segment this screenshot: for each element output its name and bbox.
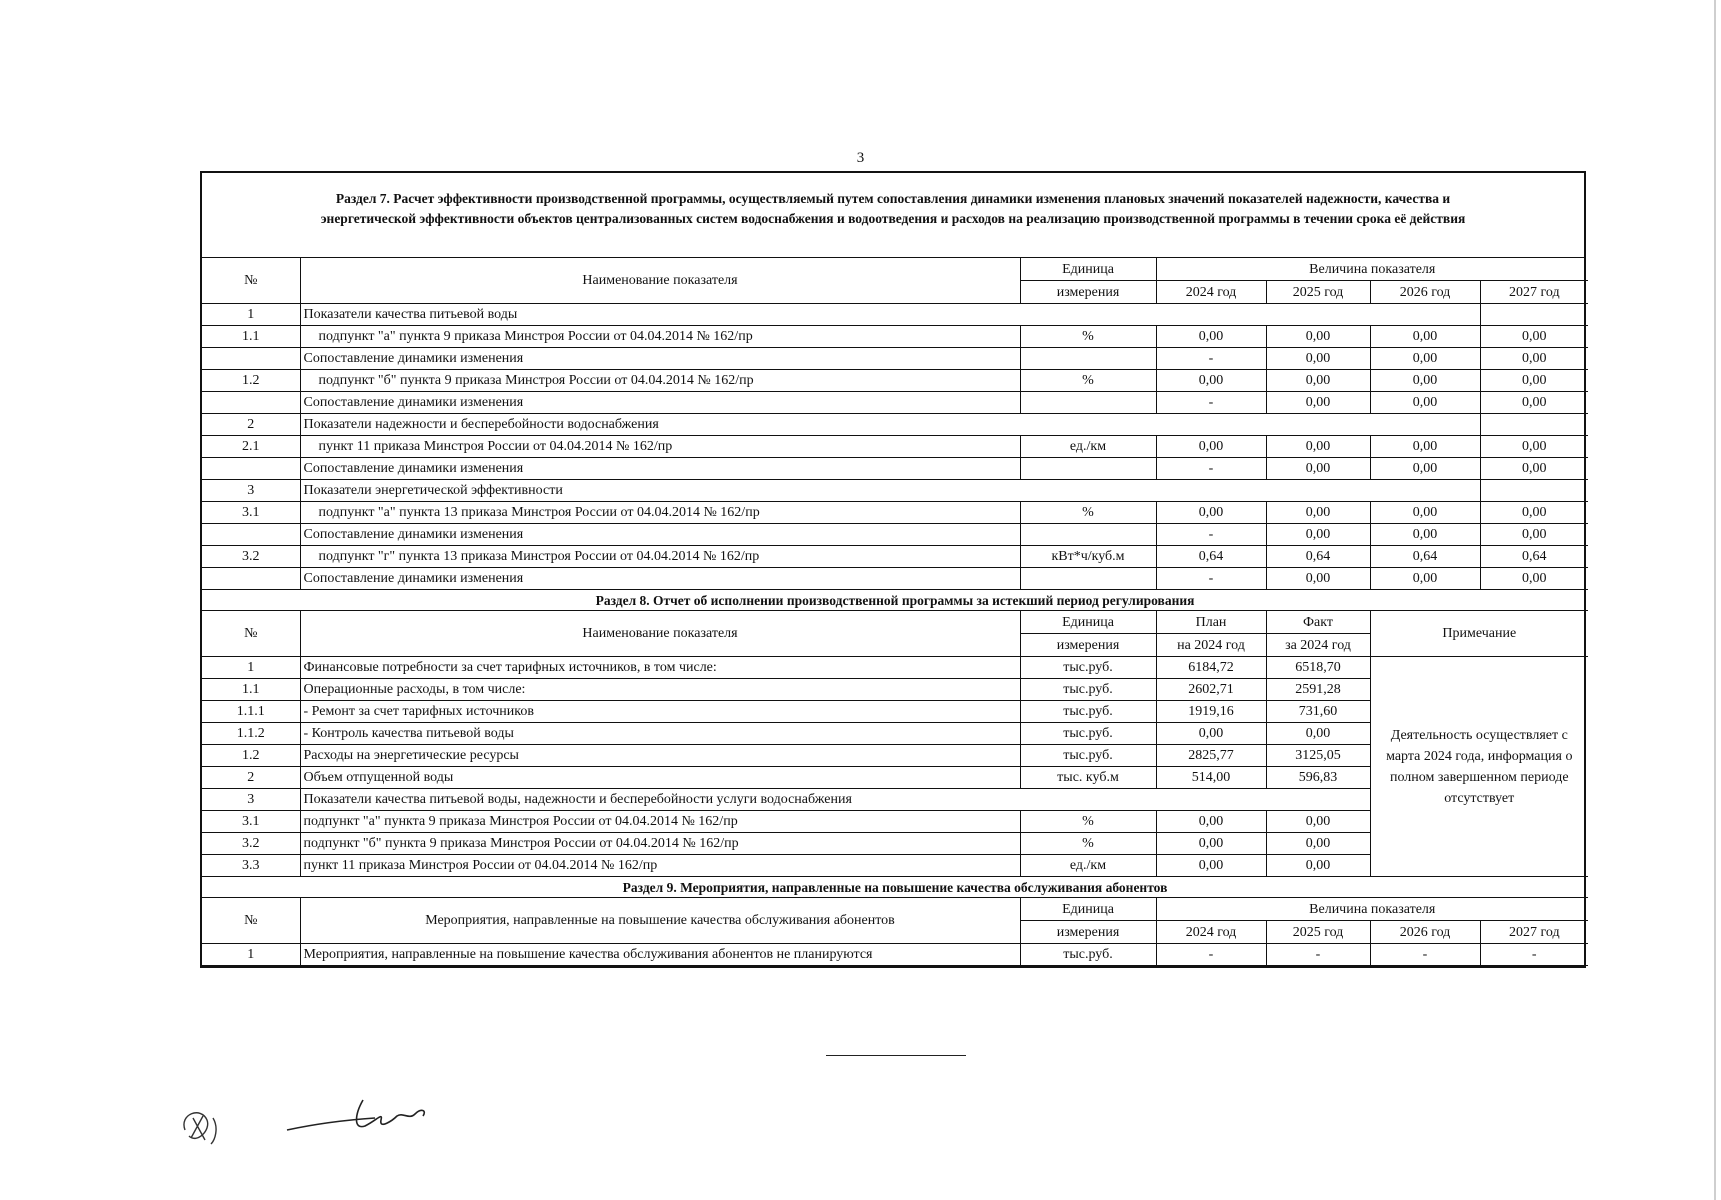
- row-number: [202, 458, 300, 480]
- col-num-header: №: [202, 898, 300, 944]
- fact-value: 3125,05: [1266, 745, 1370, 767]
- col-note-header: Примечание: [1370, 611, 1588, 657]
- row-number: 2: [202, 414, 300, 436]
- col-num-header: №: [202, 258, 300, 304]
- value-cell: -: [1156, 458, 1266, 480]
- indicator-name: подпункт "б" пункта 9 приказа Минстроя России от 04.04.2014 № 162/пр: [300, 833, 1020, 855]
- row-number: 3.3: [202, 855, 300, 877]
- indicator-name: подпункт "а" пункта 9 приказа Минстроя России от 04.04.2014 № 162/пр: [300, 326, 1020, 348]
- row-number: 1.1.2: [202, 723, 300, 745]
- unit-cell: тыс.руб.: [1020, 745, 1156, 767]
- row-number: 3.1: [202, 811, 300, 833]
- value-cell: 0,00: [1266, 458, 1370, 480]
- value-cell: -: [1266, 944, 1370, 966]
- group-title: Показатели надежности и бесперебойности водоснабжения: [300, 414, 1480, 436]
- plan-value: 0,00: [1156, 855, 1266, 877]
- value-cell: -: [1156, 524, 1266, 546]
- indicator-name: Сопоставление динамики изменения: [300, 568, 1020, 590]
- row-number: 1: [202, 944, 300, 966]
- section7-title: [202, 173, 1584, 258]
- row-number: 1.1: [202, 326, 300, 348]
- col-fact-header-1: Факт: [1266, 611, 1370, 634]
- col-value-header: Величина показателя: [1156, 898, 1588, 921]
- value-cell: 0,00: [1480, 392, 1588, 414]
- unit-cell: тыс.руб.: [1020, 701, 1156, 723]
- value-cell: 0,00: [1480, 568, 1588, 590]
- row-number: 1: [202, 657, 300, 679]
- col-num-header: №: [202, 611, 300, 657]
- value-cell: 0,00: [1156, 502, 1266, 524]
- value-cell: 0,00: [1266, 502, 1370, 524]
- col-unit-header-1: Единица: [1020, 898, 1156, 921]
- section7-row: [202, 414, 1588, 436]
- unit-cell: %: [1020, 370, 1156, 392]
- section8-header-row-1: [202, 611, 1588, 634]
- plan-value: 1919,16: [1156, 701, 1266, 723]
- unit-cell: тыс.руб.: [1020, 723, 1156, 745]
- section7-row: [202, 348, 1588, 370]
- plan-value: 2602,71: [1156, 679, 1266, 701]
- row-number: [202, 568, 300, 590]
- section9-title: Раздел 9. Мероприятия, направленные на повышение качества обслуживания абонентов: [202, 877, 1588, 898]
- unit-cell: [1020, 458, 1156, 480]
- year-header: 2026 год: [1370, 921, 1480, 944]
- value-cell: 0,00: [1266, 370, 1370, 392]
- value-cell: 0,00: [1266, 392, 1370, 414]
- row-number: 3.2: [202, 546, 300, 568]
- page-number: 3: [856, 150, 865, 166]
- section7-row: [202, 458, 1588, 480]
- initials-stamp-icon: [175, 1100, 245, 1150]
- indicator-name: Сопоставление динамики изменения: [300, 524, 1020, 546]
- unit-cell: кВт*ч/куб.м: [1020, 546, 1156, 568]
- value-cell: 0,00: [1370, 370, 1480, 392]
- year-header: 2025 год: [1266, 921, 1370, 944]
- note-cell: Деятельность осуществляет с марта 2024 года, информация о полном завершенном периоде отсутствует: [1370, 657, 1588, 877]
- year-header: 2025 год: [1266, 281, 1370, 304]
- value-cell: 0,00: [1480, 348, 1588, 370]
- unit-cell: [1020, 348, 1156, 370]
- section7-row: [202, 524, 1588, 546]
- value-cell: 0,00: [1480, 458, 1588, 480]
- section9-header-row-1: [202, 898, 1588, 921]
- value-cell: 0,00: [1156, 326, 1266, 348]
- row-number: 1.2: [202, 745, 300, 767]
- plan-value: 6184,72: [1156, 657, 1266, 679]
- unit-cell: тыс. куб.м: [1020, 767, 1156, 789]
- row-number: 3: [202, 480, 300, 502]
- value-cell: 0,00: [1480, 524, 1588, 546]
- unit-cell: тыс.руб.: [1020, 657, 1156, 679]
- value-cell: 0,00: [1266, 524, 1370, 546]
- value-cell: 0,00: [1370, 392, 1480, 414]
- row-number: 1.1.1: [202, 701, 300, 723]
- indicator-name: подпункт "а" пункта 9 приказа Минстроя России от 04.04.2014 № 162/пр: [300, 811, 1020, 833]
- plan-value: 514,00: [1156, 767, 1266, 789]
- fact-value: 0,00: [1266, 811, 1370, 833]
- indicator-name: Сопоставление динамики изменения: [300, 392, 1020, 414]
- value-cell: 0,00: [1370, 326, 1480, 348]
- fact-value: 731,60: [1266, 701, 1370, 723]
- year-header: 2024 год: [1156, 921, 1266, 944]
- col-unit-header-2: измерения: [1020, 634, 1156, 657]
- unit-cell: %: [1020, 326, 1156, 348]
- value-cell: -: [1156, 944, 1266, 966]
- section9-title-row: [202, 877, 1588, 898]
- report-frame: [200, 171, 1586, 968]
- value-cell: -: [1480, 944, 1588, 966]
- section7-row: [202, 546, 1588, 568]
- section7-header-row-1: [202, 258, 1588, 281]
- indicator-name: подпункт "г" пункта 13 приказа Минстроя России от 04.04.2014 № 162/пр: [300, 546, 1020, 568]
- section8-title-row: [202, 590, 1588, 611]
- row-number: [202, 392, 300, 414]
- indicator-name: пункт 11 приказа Минстроя России от 04.04.2014 № 162/пр: [300, 855, 1020, 877]
- section7-row: [202, 568, 1588, 590]
- year-header: 2024 год: [1156, 281, 1266, 304]
- unit-cell: тыс.руб.: [1020, 944, 1156, 966]
- value-cell: -: [1156, 348, 1266, 370]
- value-cell: -: [1156, 568, 1266, 590]
- value-cell: 0,00: [1370, 348, 1480, 370]
- fact-value: 596,83: [1266, 767, 1370, 789]
- value-cell: 0,00: [1370, 458, 1480, 480]
- col-fact-header-2: за 2024 год: [1266, 634, 1370, 657]
- fact-value: 0,00: [1266, 855, 1370, 877]
- value-cell: 0,00: [1480, 436, 1588, 458]
- section7-row: [202, 436, 1588, 458]
- indicator-name: - Контроль качества питьевой воды: [300, 723, 1020, 745]
- indicator-name: Сопоставление динамики изменения: [300, 458, 1020, 480]
- unit-cell: ед./км: [1020, 855, 1156, 877]
- indicator-name: - Ремонт за счет тарифных источников: [300, 701, 1020, 723]
- indicator-name: Операционные расходы, в том числе:: [300, 679, 1020, 701]
- indicator-name: подпункт "б" пункта 9 приказа Минстроя России от 04.04.2014 № 162/пр: [300, 370, 1020, 392]
- plan-value: 0,00: [1156, 723, 1266, 745]
- row-number: [202, 348, 300, 370]
- col-unit-header-1: Единица: [1020, 611, 1156, 634]
- col-unit-header-2: измерения: [1020, 921, 1156, 944]
- value-cell: 0,00: [1480, 502, 1588, 524]
- section8-row: [202, 657, 1588, 679]
- unit-cell: %: [1020, 811, 1156, 833]
- activity-name: Мероприятия, направленные на повышение качества обслуживания абонентов не планируются: [300, 944, 1020, 966]
- indicator-name: подпункт "а" пункта 13 приказа Минстроя России от 04.04.2014 № 162/пр: [300, 502, 1020, 524]
- group-title: Показатели качества питьевой воды: [300, 304, 1480, 326]
- plan-value: 0,00: [1156, 833, 1266, 855]
- section7-row: [202, 370, 1588, 392]
- year-header: 2027 год: [1480, 921, 1588, 944]
- value-cell: 0,00: [1266, 326, 1370, 348]
- value-cell: 0,00: [1480, 370, 1588, 392]
- row-number: 1.1: [202, 679, 300, 701]
- empty-cell: [1480, 304, 1588, 326]
- year-header: 2026 год: [1370, 281, 1480, 304]
- section7-row: [202, 326, 1588, 348]
- value-cell: -: [1156, 392, 1266, 414]
- value-cell: -: [1370, 944, 1480, 966]
- col-plan-header-1: План: [1156, 611, 1266, 634]
- section7-title-line1: Раздел 7. Расчет эффективности производственной программы, осуществляемый путем сопоставления динамики изменения плановых значений показателей надежности, качества и: [335, 191, 1451, 206]
- value-cell: 0,64: [1370, 546, 1480, 568]
- value-cell: 0,00: [1156, 436, 1266, 458]
- value-cell: 0,00: [1266, 436, 1370, 458]
- fact-value: 0,00: [1266, 723, 1370, 745]
- year-header: 2027 год: [1480, 281, 1588, 304]
- value-cell: 0,00: [1370, 436, 1480, 458]
- section8-title: Раздел 8. Отчет об исполнении производственной программы за истекший период регулирования: [202, 590, 1588, 611]
- plan-value: 2825,77: [1156, 745, 1266, 767]
- row-number: 1: [202, 304, 300, 326]
- fact-value: 0,00: [1266, 833, 1370, 855]
- value-cell: 0,64: [1266, 546, 1370, 568]
- unit-cell: тыс.руб.: [1020, 679, 1156, 701]
- value-cell: 0,00: [1266, 348, 1370, 370]
- unit-cell: %: [1020, 833, 1156, 855]
- group-title: Показатели энергетической эффективности: [300, 480, 1480, 502]
- value-cell: 0,00: [1370, 568, 1480, 590]
- group-title: Показатели качества питьевой воды, надежности и бесперебойности услуги водоснабжения: [300, 789, 1370, 811]
- section7-row: [202, 304, 1588, 326]
- col-unit-header-1: Единица: [1020, 258, 1156, 281]
- indicator-name: Сопоставление динамики изменения: [300, 348, 1020, 370]
- indicator-name: пункт 11 приказа Минстроя России от 04.04.2014 № 162/пр: [300, 436, 1020, 458]
- unit-cell: %: [1020, 502, 1156, 524]
- section7-row: [202, 480, 1588, 502]
- row-number: 3: [202, 789, 300, 811]
- value-cell: 0,64: [1480, 546, 1588, 568]
- report-table: [202, 258, 1588, 966]
- value-cell: 0,00: [1370, 502, 1480, 524]
- row-number: 2.1: [202, 436, 300, 458]
- signature-divider: [826, 1055, 966, 1056]
- row-number: 1.2: [202, 370, 300, 392]
- section7-row: [202, 392, 1588, 414]
- fact-value: 2591,28: [1266, 679, 1370, 701]
- value-cell: 0,64: [1156, 546, 1266, 568]
- col-value-header: Величина показателя: [1156, 258, 1588, 281]
- row-number: 3.2: [202, 833, 300, 855]
- unit-cell: ед./км: [1020, 436, 1156, 458]
- empty-cell: [1480, 480, 1588, 502]
- signature-icon: [285, 1090, 435, 1140]
- section7-row: [202, 502, 1588, 524]
- empty-cell: [1480, 414, 1588, 436]
- col-name-header: Наименование показателя: [300, 611, 1020, 657]
- row-number: 2: [202, 767, 300, 789]
- indicator-name: Расходы на энергетические ресурсы: [300, 745, 1020, 767]
- plan-value: 0,00: [1156, 811, 1266, 833]
- fact-value: 6518,70: [1266, 657, 1370, 679]
- indicator-name: Объем отпущенной воды: [300, 767, 1020, 789]
- col-name-header: Наименование показателя: [300, 258, 1020, 304]
- value-cell: 0,00: [1370, 524, 1480, 546]
- value-cell: 0,00: [1480, 326, 1588, 348]
- value-cell: 0,00: [1156, 370, 1266, 392]
- scan-edge: [1714, 0, 1716, 1200]
- unit-cell: [1020, 392, 1156, 414]
- col-plan-header-2: на 2024 год: [1156, 634, 1266, 657]
- section9-row: [202, 944, 1588, 966]
- section7-title-line2: энергетической эффективности объектов централизованных систем водоснабжения и водоотведения и расходов на реализацию производственной программы в течении срока её действия: [320, 211, 1466, 226]
- col-unit-header-2: измерения: [1020, 281, 1156, 304]
- row-number: 3.1: [202, 502, 300, 524]
- unit-cell: [1020, 524, 1156, 546]
- row-number: [202, 524, 300, 546]
- value-cell: 0,00: [1266, 568, 1370, 590]
- col-name-header: Мероприятия, направленные на повышение качества обслуживания абонентов: [300, 898, 1020, 944]
- unit-cell: [1020, 568, 1156, 590]
- indicator-name: Финансовые потребности за счет тарифных источников, в том числе:: [300, 657, 1020, 679]
